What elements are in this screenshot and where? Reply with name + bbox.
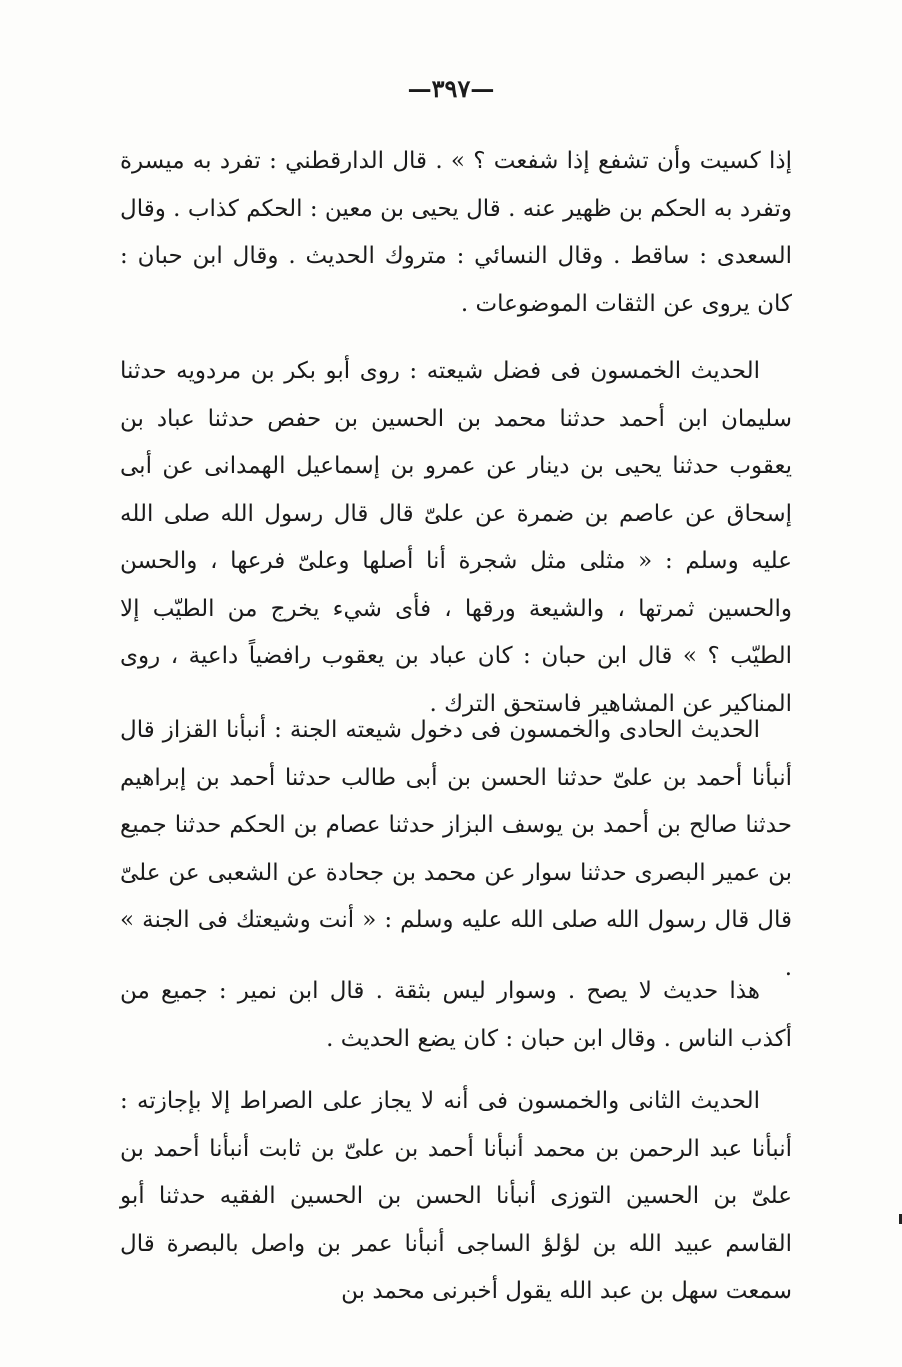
paragraph-hadith-50: الحديث الخمسون فى فضل شيعته : روى أبو بكر بن مردويه حدثنا سليمان ابن أحمد حدثنا محمد بن الحسين بن حفص حدثنا عباد بن يعقوب حدثنا يحيى بن دينار عن عمرو بن إسماعيل الهمدانى عن أبى إسحاق عن عاصم بن ضمرة عن علىّ قال قال رسول الله صلى الله عليه وسلم : « مثلى مثل شجرة أنا أصلها وعلىّ فرعها ، والحسن والحسين ثمرتها ، والشيعة ورقها ، فأى شيء يخرج من الطيّب إلا الطيّب ؟ » قال ابن حبان : كان عباد بن يعقوب رافضياً داعية ، روى المناكير عن المشاهير فاستحق الترك . xyxy=(120,358,792,717)
paragraph-hadith-52: الحديث الثانى والخمسون فى أنه لا يجاز على الصراط إلا بإجازته : أنبأنا عبد الرحمن بن محمد أنبأنا أحمد بن علىّ بن ثابت أنبأنا أحمد بن علىّ بن الحسين التوزى أنبأنا الحسن بن الحسين الفقيه حدثنا أبو القاسم عبيد الله بن لؤلؤ الساجى أنبأنا عمر بن واصل بالبصرة قال سمعت سهل بن عبد الله يقول أخبرنى محمد بن xyxy=(120,1088,792,1304)
paragraph-continuation: إذا كسيت وأن تشفع إذا شفعت ؟ » . قال الدارقطني : تفرد به ميسرة وتفرد به الحكم بن ظهير عنه . قال يحيى بن معين : الحكم كذاب . وقال السعدى : ساقط . وقال النسائي : متروك الحديث . وقال ابن حبان : كان يروى عن الثقات الموضوعات . xyxy=(120,148,792,317)
page-number: —٣٩٧— xyxy=(407,74,495,103)
paragraph-hadith-51: الحديث الحادى والخمسون فى دخول شيعته الجنة : أنبأنا القزاز قال أنبأنا أحمد بن علىّ حدثنا الحسن بن أبى طالب حدثنا أحمد بن إبراهيم حدثنا صالح بن أحمد بن يوسف البزاز حدثنا عصام بن الحكم حدثنا جميع بن عمير البصرى حدثنا سوار عن محمد بن جحادة عن الشعبى عن علىّ قال قال رسول الله صلى الله عليه وسلم : « أنت وشيعتك فى الجنة » . xyxy=(120,717,792,981)
paragraph-commentary: هذا حديث لا يصح . وسوار ليس بثقة . قال ابن نمير : جميع من أكذب الناس . وقال ابن حبان : كان يضع الحديث . xyxy=(120,978,792,1052)
